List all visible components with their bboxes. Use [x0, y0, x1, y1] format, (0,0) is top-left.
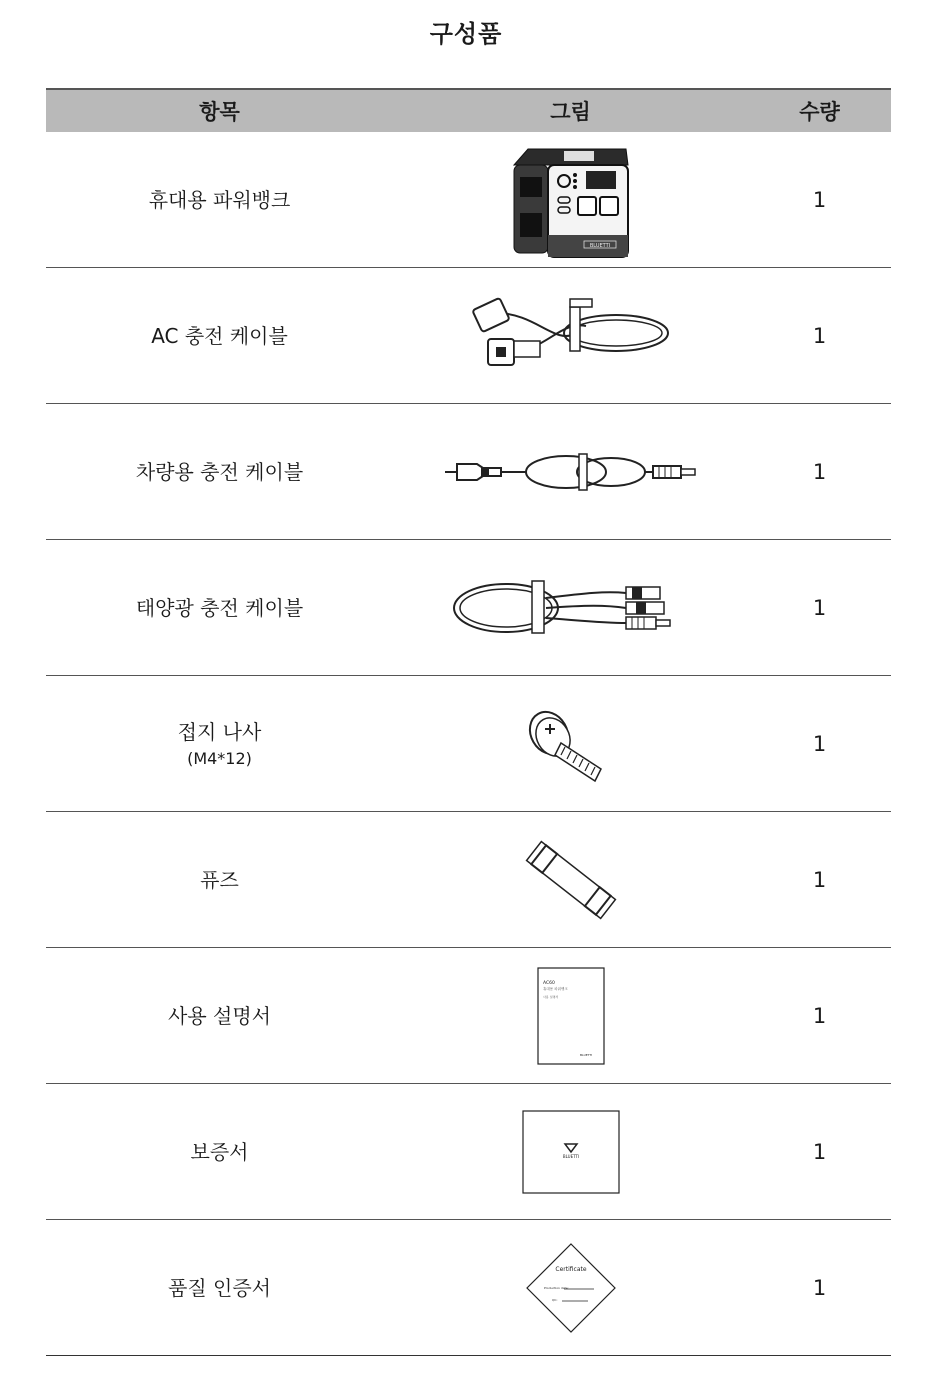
table-row	[46, 268, 891, 404]
svg-text:Certificate: Certificate	[554, 1265, 587, 1273]
item-name: 차량용 충전 케이블	[135, 459, 304, 484]
item-name: 접지 나사 (M4*12)	[46, 717, 393, 771]
item-quantity: 1	[812, 187, 827, 212]
item-quantity: 1	[812, 323, 827, 348]
table-row	[46, 540, 891, 676]
power-station-icon	[506, 135, 636, 265]
table-row	[46, 132, 891, 268]
item-name: AC 충전 케이블	[151, 323, 288, 348]
item-image	[393, 132, 748, 267]
item-quantity: 1	[812, 731, 827, 756]
item-image	[393, 268, 748, 403]
warranty-card-icon	[522, 1110, 620, 1194]
svg-text:BLUETTI: BLUETTI	[579, 1052, 592, 1057]
fuse-icon	[516, 830, 626, 930]
item-image	[393, 404, 748, 539]
item-image	[393, 812, 748, 947]
screw-icon	[521, 699, 621, 789]
item-name: 휴대용 파워뱅크	[148, 187, 291, 212]
item-quantity: 1	[812, 1139, 827, 1164]
item-image	[393, 540, 748, 675]
svg-text:휴대용 파워뱅크: 휴대용 파워뱅크	[542, 986, 568, 991]
page-title: 구성품	[429, 20, 503, 48]
certificate-icon	[524, 1241, 618, 1335]
table-row	[46, 1084, 891, 1220]
item-image	[393, 676, 748, 811]
table-row	[46, 404, 891, 540]
table-row	[46, 1220, 891, 1356]
item-quantity: 1	[812, 595, 827, 620]
table-header	[46, 88, 891, 132]
item-name: 보증서	[190, 1139, 249, 1164]
svg-text:BLUETTI: BLUETTI	[562, 1153, 579, 1159]
item-quantity: 1	[812, 1003, 827, 1028]
item-quantity: 1	[812, 1275, 827, 1300]
item-image	[393, 948, 748, 1083]
svg-text:AC60: AC60	[542, 980, 555, 986]
item-name: 사용 설명서	[168, 1003, 271, 1028]
item-image	[393, 1084, 748, 1219]
table-row	[46, 948, 891, 1084]
item-name: 품질 인증서	[168, 1275, 271, 1300]
item-quantity: 1	[812, 867, 827, 892]
car-cable-icon	[441, 442, 701, 502]
svg-text:BLUETTI: BLUETTI	[589, 242, 610, 249]
manual-icon	[536, 966, 606, 1066]
svg-text:Production date:: Production date:	[543, 1285, 569, 1290]
ac-cable-icon	[466, 291, 676, 381]
item-name: 퓨즈	[200, 867, 239, 892]
item-name: 태양광 충전 케이블	[135, 595, 304, 620]
header-quantity: 수량	[799, 100, 840, 124]
components-table	[46, 88, 891, 1356]
table-row	[46, 812, 891, 948]
header-image: 그림	[550, 100, 591, 124]
table-row	[46, 676, 891, 812]
header-item: 항목	[199, 100, 240, 124]
item-subname: (M4*12)	[187, 748, 252, 768]
solar-cable-icon	[446, 563, 696, 653]
svg-text:QC:: QC:	[551, 1297, 557, 1302]
item-image	[393, 1220, 748, 1355]
item-quantity: 1	[812, 459, 827, 484]
svg-text:사용 설명서: 사용 설명서	[542, 994, 558, 999]
